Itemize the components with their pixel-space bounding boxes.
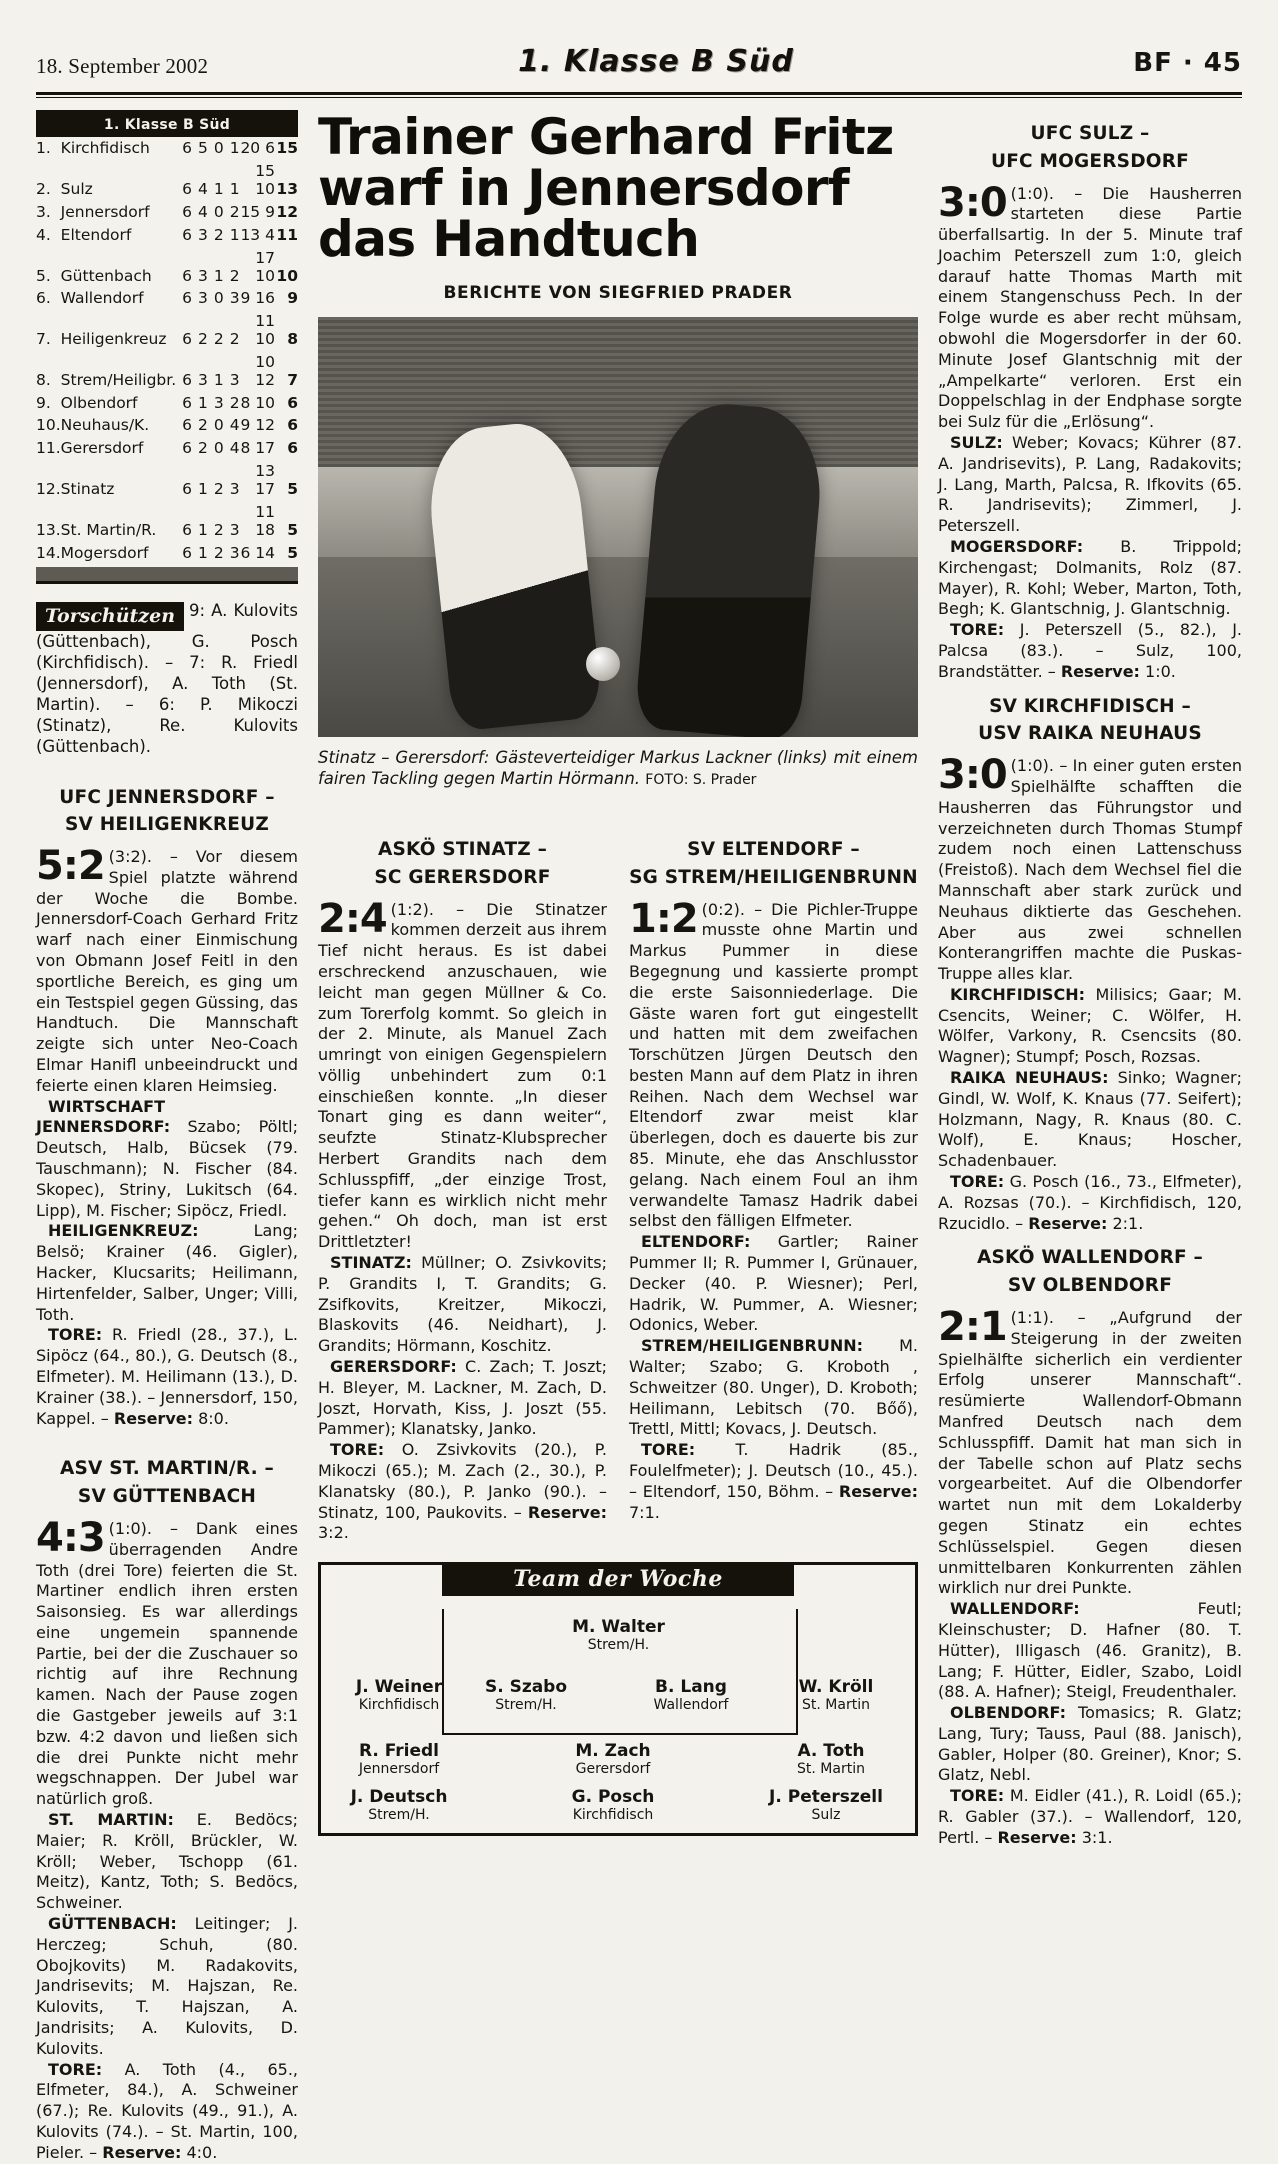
goals-label: TORE: <box>48 2059 103 2079</box>
row-wins: 2 <box>198 330 208 349</box>
match-body-stmartin <box>36 1514 299 2164</box>
row-points: 8 <box>287 330 298 349</box>
away-team: SV OLBENDORF <box>1007 1275 1173 1297</box>
reserve-label: Reserve: <box>997 1827 1077 1847</box>
lineup-home-label: SULZ: <box>950 433 1003 453</box>
row-played: 6 <box>182 393 193 412</box>
match-report-jennersdorf <box>36 784 298 1430</box>
table-row <box>36 350 298 391</box>
row-team: Jennersdorf <box>60 202 150 221</box>
match-report-kirchfidisch <box>938 693 1242 1235</box>
row-team: Stinatz <box>60 479 115 498</box>
match-report-stinatz <box>318 810 607 1544</box>
row-wins: 4 <box>198 202 208 221</box>
row-points: 5 <box>287 543 298 562</box>
goals-label: TORE: <box>48 1325 103 1345</box>
row-position: 4. <box>36 225 51 244</box>
row-draws: 1 <box>213 370 224 389</box>
feature-photo <box>318 317 918 737</box>
away-team: UFC MOGERSDORF <box>991 150 1189 172</box>
lineup-away: C. Zach; T. Joszt; H. Bleyer, M. Lackner, M. Zach, D. Joszt, Horvath, Kiss, J. Joszt (55. Pammer); Klanatsky, Janko. <box>318 1357 607 1439</box>
away-team: SC GERERSDORF <box>374 866 551 888</box>
match-report-stmartin <box>36 1455 298 2163</box>
row-position: 7. <box>36 330 51 349</box>
row-goals: 8 17 <box>240 439 275 458</box>
match-body-jennersdorf <box>36 843 298 1429</box>
lineup-home: Gartler; Rainer Pummer II; R. Pummer I, Grünauer, Decker (40. P. Wiesner); Perl, Hadrik, W. Pummer, A. Wiesner; Odonics, Weber. <box>629 1232 918 1335</box>
player-def-3: B. Lang Wallendorf <box>653 1677 729 1714</box>
table-row <box>36 460 298 501</box>
row-position: 6. <box>36 289 51 308</box>
lineup-away: B. Trippold; Kirchengast; Dolmanits, Rolz (87. Mayer), R. Kohl; Weber, Marton, Toth, Begh; K. Glantschnig, J. Glantschnig. <box>938 537 1242 619</box>
match-text: (3:2). – Vor diesem Spiel platzte während der Woche die Bombe. Jennersdorf-Coach Gerhard Fritz warf nach einer Einmischung von Obmann Josef Feitl in den sportliche Bereich, es ging um ein Testspiel gegen Güssing, das Handtuch. Die Mannschaft zeigte sich unter Neo-Coach Elmar Hanifl unbeeindruckt und feierte einen klaren Heimsieg. <box>36 847 298 1095</box>
row-losses: 2 <box>229 202 240 221</box>
row-position: 13. <box>36 520 61 539</box>
row-points: 5 <box>287 520 298 539</box>
lineup-away-label: MOGERSDORF: <box>950 537 1084 557</box>
row-played: 6 <box>182 289 193 308</box>
table-row <box>36 201 298 224</box>
row-goals: 15 10 <box>255 162 275 199</box>
photo-credit: FOTO: S. Prader <box>645 772 757 789</box>
match-teams-wallendorf <box>938 1244 1242 1300</box>
photo-ball <box>586 647 620 681</box>
player-keeper: M. Walter Strem/H. <box>572 1617 665 1654</box>
row-losses: 4 <box>229 439 240 458</box>
row-draws: 2 <box>213 543 224 562</box>
row-goals: 15 9 <box>240 202 275 221</box>
lineup-home: Müllner; O. Zsivkovits; P. Grandits I, T. Grandits; G. Zsifkovits, Kreitzer, Mikoczi, Blaskovits (46. Neidhart), J. Grandits; Hörmann, Koschitz. <box>318 1253 607 1356</box>
row-position: 3. <box>36 202 51 221</box>
row-losses: 4 <box>229 416 240 435</box>
match-teams-stmartin <box>36 1455 298 1511</box>
goals-label: TORE: <box>950 1172 1005 1192</box>
row-losses: 3 <box>229 520 240 539</box>
table-row <box>36 541 298 564</box>
table-row <box>36 391 298 414</box>
row-played: 6 <box>182 266 193 285</box>
row-points: 5 <box>287 479 298 498</box>
table-row <box>36 246 298 287</box>
match-report-sulz <box>938 120 1242 683</box>
goals-text: O. Zsivkovits (20.), P. Mikoczi (65.); M. Zach (2., 30.), P. Klanatsky (80.), P. Janko (90.). – Stinatz, 100, Paukovits. – <box>318 1440 607 1522</box>
row-points: 9 <box>287 289 298 308</box>
match-teams-sulz <box>938 120 1242 176</box>
goals-label: TORE: <box>950 1786 1005 1806</box>
row-draws: 2 <box>213 225 224 244</box>
standings-table <box>36 137 298 564</box>
player-fw-1: J. Deutsch Strem/H. <box>350 1787 448 1824</box>
match-teams-kirchfidisch <box>938 693 1242 749</box>
lineup-away-label: STREM/HEILIGENBRUNN: <box>641 1336 864 1356</box>
table-row <box>36 223 298 246</box>
row-position: 9. <box>36 393 51 412</box>
goals-text: G. Posch (16., 73., Elfmeter), A. Rozsas (70.). – Kirchfidisch, 120, Rzucidlo. – <box>938 1172 1242 1233</box>
row-played: 6 <box>182 543 193 562</box>
row-goals: 13 17 <box>255 461 275 498</box>
lineup-away: M. Walter; Szabo; G. Kroboth , Schweitzer (80. Unger), D. Kroboth; Heilimann, Lebitsch (70. Bőő), Trettl, Mittl; Kovacs, J. Deutsch. <box>629 1336 918 1439</box>
goals-label: TORE: <box>950 620 1005 640</box>
lineup-away: Sinko; Wagner; Gindl, W. Wolf, K. Knaus (77. Seifert); Holzmann, Nagy, R. Knaus (80. C. Wolf), E. Knaus; Hoscher, Schadenbauer. <box>938 1068 1243 1171</box>
reserve-label: Reserve: <box>1060 661 1140 681</box>
row-team: Neuhaus/K. <box>60 416 150 435</box>
player-def-1: J. Weiner Kirchfidisch <box>355 1677 443 1714</box>
match-text: (1:0). – In einer guten ersten Spielhälfte schafften die Hausherren das Führungstor und verzeichneten durch Thomas Stumpf zudem noch einen Lattenschuss (Freistoß). Nach dem Wechsel fiel die Mannschaft aber stark zurück und Neuhaus diktierte das Geschehen. Aber aus zwei schnellen Konterangriffen machte die Puskas-Truppe alles klar. <box>938 756 1242 984</box>
lineup-home: Feutl; Kleinschuster; D. Hafner (80. T. Hütter), Illigasch (46. Granitz), B. Lang; F. Hütter, Eidler, Szabo, Loidl (88. A. Hafner); Steigl, Freudenthaler. <box>938 1599 1242 1702</box>
match-text: (1:1). – „Aufgrund der Steigerung in der zweiten Spielhälfte sicherlich ein verdienter Erfolg unserer Mannschaft“. resümierte Wallendorf-Obmann Manfred Deutsch nach dem Schlusspfiff. Damit hat man sich in der Tabelle schon auf Platz sechs vorgearbeitet. Auf die Olbendorfer wartet nun mit dem Lokalderby gegen Stinatz ein echtes Schlüsselspiel. Gegen diesen unmittelbaren Konkurrenten zählen wirklich nur drei Punkte. <box>938 1307 1242 1598</box>
row-wins: 1 <box>198 543 208 562</box>
table-row <box>36 500 298 541</box>
row-draws: 2 <box>213 520 224 539</box>
match-score: 2:1 <box>938 1303 1007 1350</box>
lineup-away-label: HEILIGENKREUZ: <box>48 1221 199 1241</box>
row-goals: 20 6 <box>240 139 275 158</box>
reserve-label: Reserve: <box>527 1502 607 1522</box>
row-points: 15 <box>276 139 298 158</box>
match-score: 5:2 <box>36 843 105 890</box>
row-wins: 3 <box>198 266 208 285</box>
table-row <box>36 287 298 310</box>
photo-caption <box>318 747 918 790</box>
team-of-the-week-title: Team der Woche <box>442 1562 794 1596</box>
match-score: 1:2 <box>629 895 698 942</box>
match-score: 2:4 <box>318 895 387 942</box>
row-wins: 3 <box>198 225 208 244</box>
lineup-home-label: WIRTSCHAFT JENNERSDORF: <box>36 1096 171 1137</box>
match-teams-jennersdorf <box>36 784 298 840</box>
row-draws: 1 <box>213 266 224 285</box>
row-losses: 1 <box>229 139 240 158</box>
row-position: 1. <box>36 139 51 158</box>
goals-text: A. Toth (4., 65., Elfmeter, 84.), A. Schweiner (67.); Re. Kulovits (49., 91.), A. Kulovits (74.). – St. Martin, 100, Pieler. – <box>36 2059 298 2162</box>
reserve-text: 2:1. <box>1107 1213 1144 1233</box>
row-points: 12 <box>276 202 298 221</box>
reserve-text: 8:0. <box>193 1408 229 1428</box>
row-points: 6 <box>287 439 298 458</box>
row-position: 12. <box>36 479 61 498</box>
lineup-away-label: GÜTTENBACH: <box>48 1914 177 1934</box>
match-score: 4:3 <box>36 1514 105 1561</box>
masthead <box>36 44 1242 92</box>
lineup-home-label: KIRCHFIDISCH: <box>950 984 1085 1004</box>
row-losses: 2 <box>229 266 240 285</box>
header-rule-thin <box>36 97 1242 98</box>
table-row <box>36 160 298 201</box>
home-team: ASV ST. MARTIN/R. – <box>60 1458 274 1480</box>
row-losses: 3 <box>229 370 240 389</box>
standings-footer-bar <box>36 567 298 584</box>
match-score: 3:0 <box>938 179 1007 226</box>
row-wins: 1 <box>198 520 208 539</box>
row-team: Strem/Heiligbr. <box>60 370 177 389</box>
center-column <box>318 110 918 1836</box>
row-points: 6 <box>287 393 298 412</box>
lineup-home-label: WALLENDORF: <box>950 1599 1080 1619</box>
match-teams-stinatz <box>318 836 607 892</box>
row-team: Eltendorf <box>60 225 132 244</box>
row-played: 6 <box>182 520 193 539</box>
row-goals: 10 12 <box>255 352 275 389</box>
goals-text: T. Hadrik (85., Foulelfmeter); J. Deutsch (10., 45.). – Eltendorf, 150, Böhm. – <box>629 1440 918 1501</box>
row-losses: 3 <box>229 479 240 498</box>
row-wins: 3 <box>198 370 208 389</box>
row-played: 6 <box>182 139 193 158</box>
away-team: USV RAIKA NEUHAUS <box>978 723 1202 745</box>
row-team: Kirchfidisch <box>60 139 150 158</box>
row-played: 6 <box>182 439 193 458</box>
lineup-away: Tomasics; R. Glatz; Lang, Tury; Tauss, Paul (88. Janisch), Gabler, Holper (80. Greiner), Knor; S. Glatz, Nebl. <box>938 1703 1242 1785</box>
row-team: Wallendorf <box>60 289 144 308</box>
home-team: SV ELTENDORF – <box>687 839 860 861</box>
match-text: (1:0). – Die Hausherren starteten diese Partie überfallsartig. In der 5. Minute traf Joachim Peterszell zum 1:0, gleich darauf hatte Thomas Marth mit einem Stangenschuss Pech. In der Folge wurde es aber recht mühsam, obwohl die Mogersdorfer in der 60. Minute Josef Glantschnig mit der „Ampelkarte“ verloren. Erst ein Doppelschlag in der Endphase sorgte bei Sulz für die „Erlösung“. <box>938 183 1242 432</box>
row-draws: 1 <box>213 180 224 199</box>
photo-crowd <box>318 317 918 467</box>
player-def-2: S. Szabo Strem/H. <box>484 1677 568 1714</box>
table-row <box>36 437 298 460</box>
row-draws: 0 <box>213 416 224 435</box>
row-played: 6 <box>182 202 193 221</box>
row-draws: 2 <box>213 479 224 498</box>
lineup-away-label: RAIKA NEUHAUS: <box>950 1068 1109 1088</box>
home-team: ASKÖ WALLENDORF – <box>977 1247 1203 1269</box>
lineup-away: Lang; Belsö; Krainer (46. Gigler), Hacker, Klucsarits; Heilimann, Hirtenfelder, Salber, Unger; Villi, Toth. <box>36 1221 298 1324</box>
table-row <box>36 310 298 351</box>
row-wins: 3 <box>198 289 208 308</box>
row-losses: 1 <box>229 180 240 199</box>
row-team: Heiligenkreuz <box>60 330 167 349</box>
row-goals: 11 10 <box>255 312 275 349</box>
reserve-label: Reserve: <box>1028 1213 1108 1233</box>
row-played: 6 <box>182 225 193 244</box>
center-subcolumns <box>318 810 918 1544</box>
row-draws: 3 <box>213 393 224 412</box>
caption-text: Stinatz – Gerersdorf: Gästeverteidiger Markus Lackner (links) mit einem fairen Tackling gegen Martin Hörmann. <box>318 748 918 789</box>
reserve-text: 4:0. <box>181 2142 218 2162</box>
team-of-the-week <box>318 1562 918 1836</box>
reserve-text: 3:1. <box>1076 1827 1113 1847</box>
top-scorers-block <box>36 600 298 758</box>
match-text: (0:2). – Die Pichler-Truppe musste ohne Martin und Markus Pummer in diese Begegnung und kassierte prompt die erste Saisonniederlage. Die Gäste waren fort gut eingestellt und hatten mit dem zweifachen Torschützen Jürgen Deutsch den besten Mann auf dem Platz in ihren Reihen. Nach dem Wechsel war Eltendorf zwar meist klar überlegen, doch es dauerte bis zur 85. Minute, ehe das Anschlusstor gelang. Nach einem Foul an ihm verwandelte Tamasz Hadrik dabei selbst den fälligen Elfmeter. <box>629 899 918 1231</box>
player-mid-2: M. Zach Gerersdorf <box>575 1741 651 1778</box>
match-text: (1:0). – Dank eines überragenden Andre Toth (drei Tore) feierten die St. Martiner endlich ihren ersten Saisonsieg. Es war allerdings eine ungemein spannende Partie, bei der die Zuschauer so richtig auf ihre Rechnung kamen. Nach der Pause zogen die Gastgeber jeweils auf 3:1 bzw. 4:2 davon und ließen sich die drei Punkte nicht mehr wegschnappen. Der Jubel war natürlich groß. <box>36 1518 298 1809</box>
row-points: 6 <box>287 416 298 435</box>
row-played: 6 <box>182 370 193 389</box>
match-teams-eltendorf <box>629 836 918 892</box>
table-row <box>36 414 298 437</box>
row-draws: 0 <box>213 439 224 458</box>
row-played: 6 <box>182 416 193 435</box>
row-played: 6 <box>182 479 193 498</box>
row-goals: 13 4 <box>240 225 275 244</box>
away-team: SV HEILIGENKREUZ <box>65 814 269 836</box>
row-wins: 2 <box>198 439 208 458</box>
feature-byline: BERICHTE VON SIEGFRIED PRADER <box>443 283 793 303</box>
row-losses: 3 <box>229 543 240 562</box>
home-team: SV KIRCHFIDISCH – <box>989 695 1191 717</box>
row-wins: 5 <box>198 139 208 158</box>
row-wins: 2 <box>198 416 208 435</box>
feature-headline: Trainer Gerhard Fritz warf in Jennersdorf das Handtuch <box>318 108 894 268</box>
row-points: 10 <box>276 266 298 285</box>
goals-text: J. Peterszell (5., 82.), J. Palcsa (83.). – Sulz, 100, Brandstätter. – <box>938 620 1242 681</box>
away-team: SV GÜTTENBACH <box>77 1486 257 1508</box>
row-team: Gerersdorf <box>60 439 144 458</box>
right-column <box>938 110 1242 1849</box>
lineup-home-label: STINATZ: <box>330 1253 412 1273</box>
lineup-away-label: OLBENDORF: <box>950 1703 1066 1723</box>
photo-pitch <box>318 557 918 737</box>
home-team: UFC JENNERSDORF – <box>59 786 275 808</box>
row-wins: 1 <box>198 479 208 498</box>
match-report-wallendorf <box>938 1244 1242 1848</box>
row-position: 10. <box>36 416 61 435</box>
player-mid-3: A. Toth St. Martin <box>797 1741 865 1778</box>
row-position: 5. <box>36 266 51 285</box>
match-score: 3:0 <box>938 752 1007 799</box>
row-position: 11. <box>36 439 61 458</box>
match-report-eltendorf <box>629 810 918 1544</box>
row-wins: 4 <box>198 180 208 199</box>
row-team: Güttenbach <box>60 266 152 285</box>
row-draws: 0 <box>213 202 224 221</box>
row-losses: 2 <box>229 393 240 412</box>
row-position: 2. <box>36 180 51 199</box>
lineup-home-label: ELTENDORF: <box>641 1232 751 1252</box>
row-team: Sulz <box>60 180 93 199</box>
reserve-text: 1:0. <box>1139 661 1176 681</box>
row-losses: 2 <box>229 330 240 349</box>
player-fw-2: G. Posch Kirchfidisch <box>571 1787 655 1824</box>
row-losses: 3 <box>229 289 240 308</box>
page-number: BF · 45 <box>1133 48 1242 78</box>
row-points: 11 <box>276 225 298 244</box>
row-losses: 1 <box>229 225 240 244</box>
row-points: 13 <box>276 180 298 199</box>
player-fw-3: J. Peterszell Sulz <box>769 1787 883 1824</box>
reserve-label: Reserve: <box>838 1481 918 1501</box>
row-draws: 2 <box>213 330 224 349</box>
row-played: 6 <box>182 180 193 199</box>
row-draws: 0 <box>213 139 224 158</box>
row-team: Mogersdorf <box>60 543 149 562</box>
standings-title: 1. Klasse B Süd <box>36 110 298 137</box>
row-position: 14. <box>36 543 61 562</box>
lineup-away-label: GERERSDORF: <box>330 1357 457 1377</box>
header-rule <box>36 92 1242 95</box>
row-played: 6 <box>182 330 193 349</box>
goals-label: TORE: <box>330 1440 385 1460</box>
left-column <box>36 110 298 2164</box>
goals-label: TORE: <box>641 1440 696 1460</box>
row-draws: 0 <box>213 289 224 308</box>
row-goals: 8 10 <box>240 393 275 412</box>
row-goals: 9 12 <box>240 416 275 435</box>
reserve-label: Reserve: <box>102 2142 182 2162</box>
table-row <box>36 137 298 160</box>
row-team: St. Martin/R. <box>60 520 157 539</box>
top-scorers-text: 9: A. Kulovits (Güttenbach), G. Posch (Kirchfidisch). – 7: R. Friedl (Jennersdorf), A. Toth (St. Martin). – 6: P. Mikoczi (Stinatz), Re. Kulovits (Güttenbach). <box>36 600 298 757</box>
row-position: 8. <box>36 370 51 389</box>
lineup-home: Szabo; Pöltl; Deutsch, Halb, Bücsek (79. Tauschmann); N. Fischer (84. Skopec), Striny, Lukitsch (64. Lipp), M. Fischer; Sipöcz, Friedl. <box>36 1117 298 1220</box>
issue-date: 18. September 2002 <box>36 54 209 78</box>
publication-logo: 1. Klasse B Süd <box>518 44 794 79</box>
goals-text: R. Friedl (28., 37.), L. Sipöcz (64., 80.), G. Deutsch (8., Elfmeter). M. Heilimann (13.), D. Krainer (38.). – Jennersdorf, 150, Kappel. – <box>36 1325 298 1428</box>
home-team: ASKÖ STINATZ – <box>377 839 548 861</box>
home-team: UFC SULZ – <box>1030 123 1150 144</box>
row-goals: 9 16 <box>240 289 275 308</box>
top-scorers-badge: Torschützen <box>36 602 184 631</box>
photo-advertising-board <box>318 467 918 557</box>
lineup-away: Leitinger; J. Herczeg; Schuh, (80. Obojkovits) M. Radakovits, Jandrisevits; M. Hajszan, Re. Kulovits, T. Hajszan, A. Jandrisits; A. Kulovits, D. Kulovits. <box>36 1914 298 2058</box>
goals-text: M. Eidler (41.), R. Loidl (65.); R. Gabler (37.). – Wallendorf, 120, Pertl. – <box>938 1786 1242 1847</box>
row-points: 7 <box>287 370 298 389</box>
lineup-home: Milisics; Gaar; M. Csencits, Weiner; C. Wölfer, H. Wölfer, Varkony, R. Csencsits (80. Wagner); Stumpf; Posch, Rozsas. <box>938 984 1242 1067</box>
lineup-home-label: ST. MARTIN: <box>48 1810 174 1830</box>
lineup-home: E. Bedöcs; Maier; R. Kröll, Brückler, W. Kröll; Weber, Tschopp (61. Meitz), Kantz, Toth; S. Bedöcs, Schweiner. <box>36 1810 299 1913</box>
reserve-label: Reserve: <box>113 1408 193 1428</box>
row-team: Olbendorf <box>60 393 138 412</box>
lineup-home: Weber; Kovacs; Kührer (87. A. Jandrisevits), P. Lang, Radakovits; J. Lang, Marth, Palcsa, R. Ifkovits (65. R. Jandrisevits); Zimmerl, J. Peterszell. <box>938 433 1242 536</box>
reserve-text: 7:1. <box>629 1502 660 1522</box>
reserve-text: 3:2. <box>318 1523 349 1543</box>
row-goals: 11 18 <box>255 502 275 539</box>
row-wins: 1 <box>198 393 208 412</box>
away-team: SG STREM/HEILIGENBRUNN <box>629 866 918 888</box>
player-mid-1: R. Friedl Jennersdorf <box>358 1741 440 1778</box>
match-text: (1:2). – Die Stinatzer kommen derzeit aus ihrem Tief nicht heraus. Es ist dabei erschreckend anzuschauen, wie leicht man gegen Müllner & Co. zum Torerfolg kommt. So gleich in der 2. Minute, als Manuel Zach umringt von einigen Gegenspielern völlig unbehindert zum 0:1 einschießen konnte. „In dieser Tonart ging es dann weiter“, seufzte Stinatz-Klubsprecher Herbert Grandits nach dem Schlusspfiff, „der einzige Trost, tiefer kann es wirklich nicht mehr gehen.“ Oh doch, man ist erst Drittletzter! <box>318 899 607 1252</box>
row-goals: 6 14 <box>240 543 275 562</box>
row-goals: 17 10 <box>255 248 275 285</box>
player-def-4: W. Kröll St. Martin <box>798 1677 874 1714</box>
